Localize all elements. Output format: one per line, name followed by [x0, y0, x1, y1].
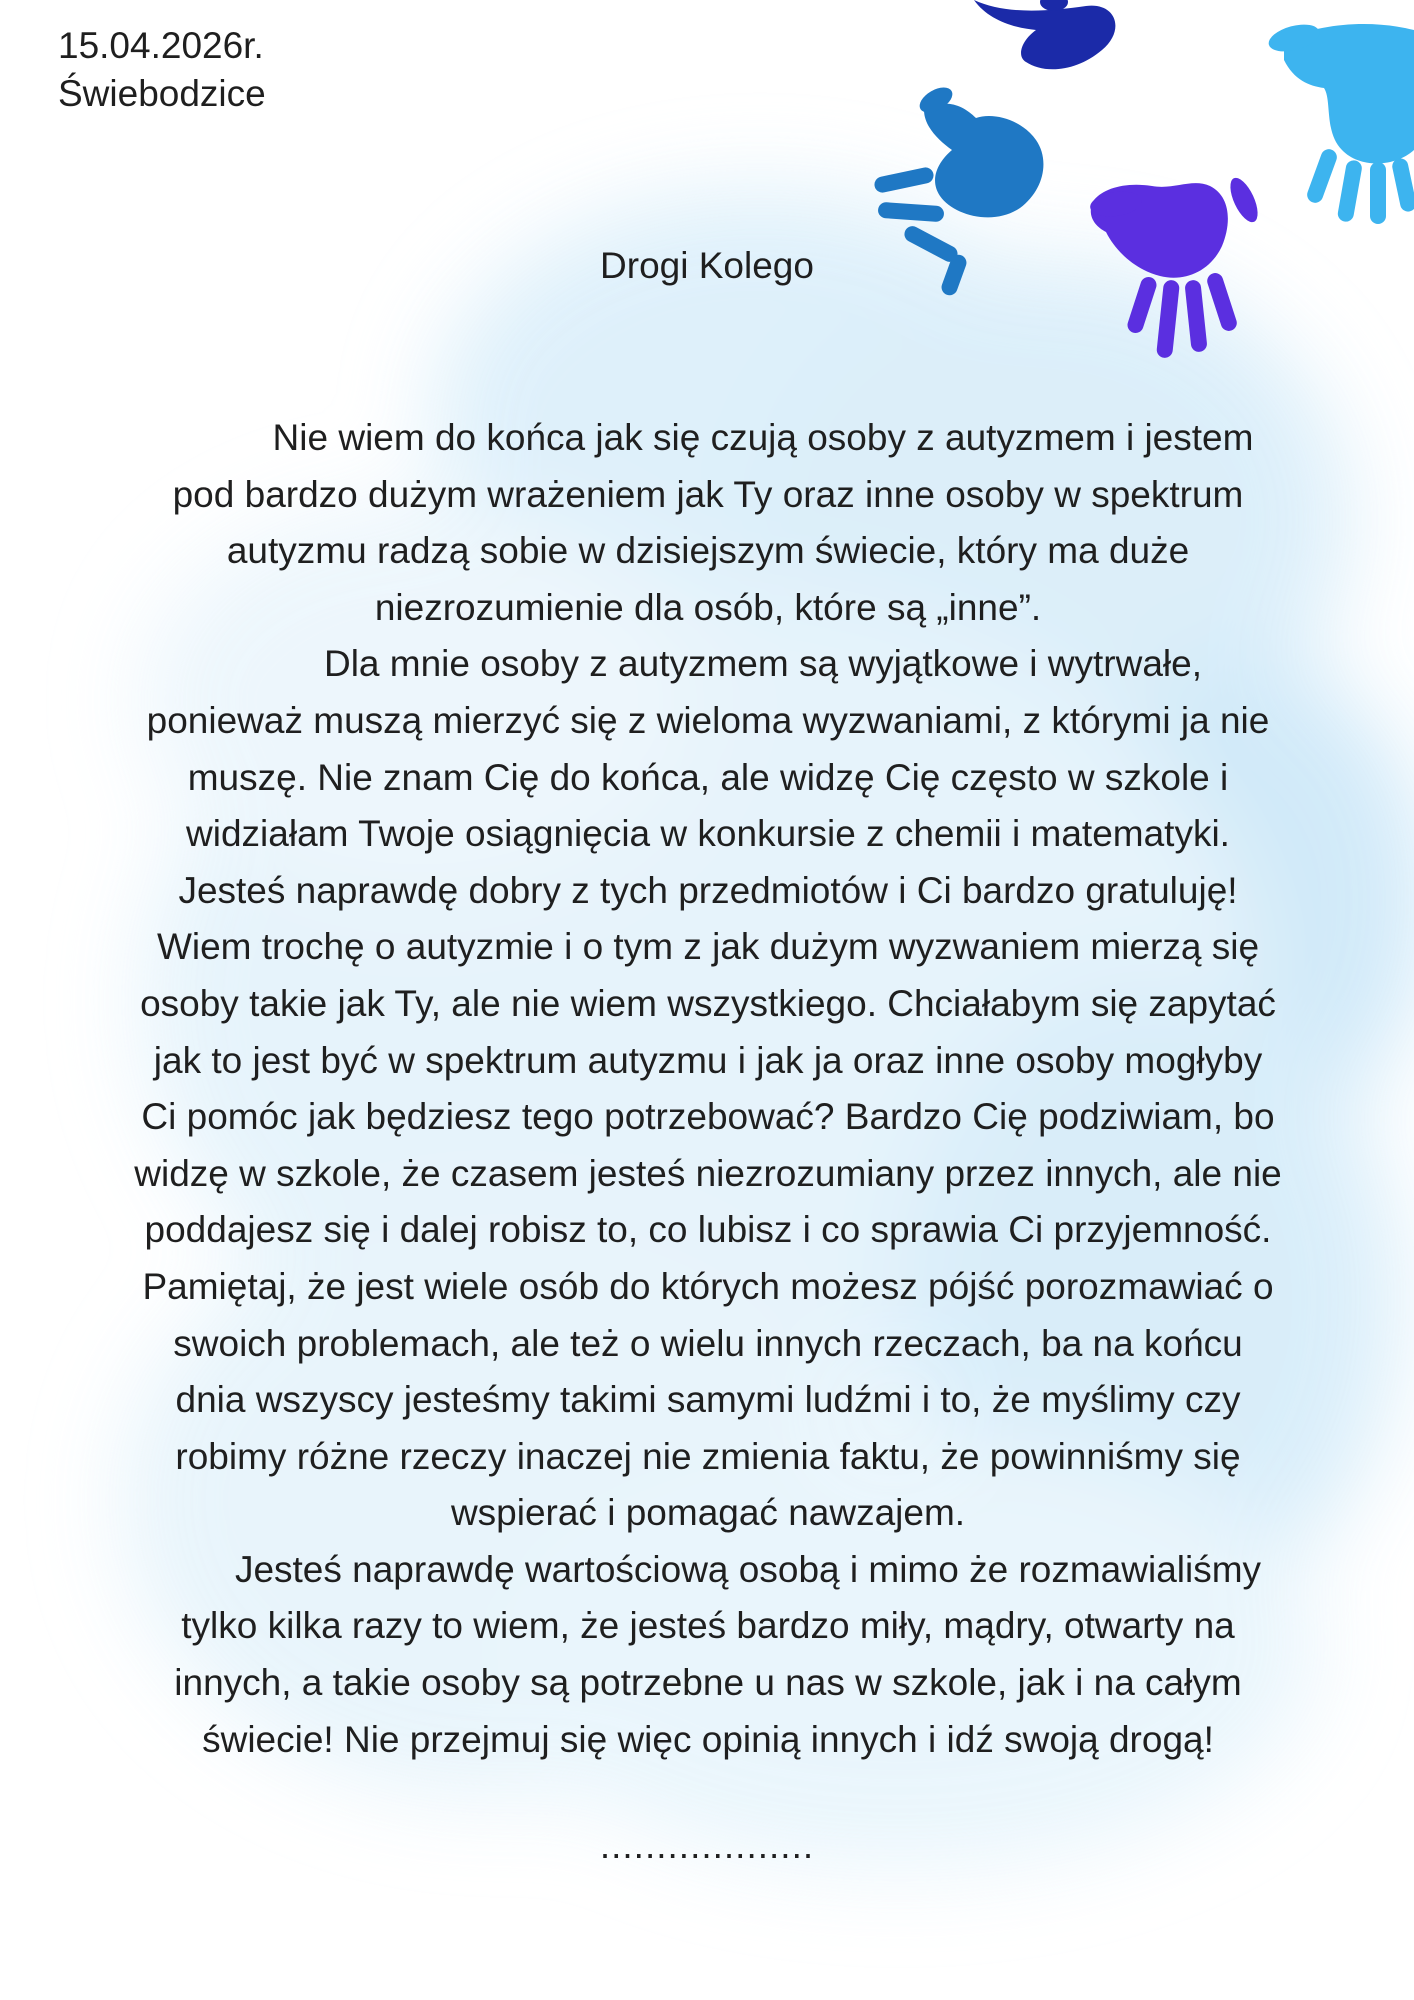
paragraph-2-line: dnia wszyscy jesteśmy takimi samymi ludźmi i to, że myślimy czy	[175, 1379, 1241, 1421]
letter-place: Świebodzice	[58, 73, 266, 115]
paragraph-3-line: tylko kilka razy to wiem, że jesteś bardzo miły, mądry, otwarty na	[181, 1605, 1235, 1647]
paragraph-1-line: autyzmu radzą sobie w dzisiejszym świecie, który ma duże	[226, 530, 1190, 572]
paragraph-2-line: jak to jest być w spektrum autyzmu i jak ja oraz inne osoby mogłyby	[153, 1039, 1263, 1081]
paragraph-2-line: osoby takie jak Ty, ale nie wiem wszystkiego. Chciałabym się zapytać	[140, 982, 1276, 1024]
paragraph-2-line: Jesteś naprawdę dobry z tych przedmiotów i Ci bardzo gratuluję!	[178, 869, 1238, 911]
greeting: Drogi Kolego	[600, 245, 814, 286]
paragraph-2-line: poddajesz się i dalej robisz to, co lubisz i co sprawia Ci przyjemność.	[144, 1209, 1272, 1251]
letter-date: 15.04.2026r.	[58, 25, 264, 66]
paragraph-2-line: widziałam Twoje osiągnięcia w konkursie z chemii i matematyki.	[186, 813, 1230, 855]
paragraph-3-line: Jesteś naprawdę wartościową osobą i mimo że rozmawialiśmy	[234, 1548, 1262, 1590]
paragraph-1-line: Nie wiem do końca jak się czują osoby z autyzmem i jestem	[272, 417, 1254, 458]
sky-handprint-icon	[1266, 20, 1414, 224]
paragraph-2-line: robimy różne rzeczy inaczej nie zmienia faktu, że powinniśmy się	[175, 1435, 1241, 1477]
paragraph-2-line: Pamiętaj, że jest wiele osób do których możesz pójść porozmawiać o	[142, 1265, 1274, 1307]
paragraph-2-line: muszę. Nie znam Cię do końca, ale widzę Cię często w szkole i	[187, 756, 1229, 798]
paragraph-2-line: widzę w szkole, że czasem jesteś niezrozumiany przez innych, ale nie	[134, 1152, 1282, 1194]
paragraph-2-line: ponieważ muszą mierzyć się z wieloma wyzwaniami, z którymi ja nie	[146, 699, 1270, 741]
paragraph-2-line: swoich problemach, ale też o wielu innych rzeczach, ba na końcu	[173, 1322, 1243, 1364]
paragraph-1-line: niezrozumienie dla osób, które są „inne”.	[374, 586, 1042, 628]
paragraph-2-line: Dla mnie osoby z autyzmem są wyjątkowe i wytrwałe,	[323, 643, 1202, 685]
navy-handprint-icon	[974, 0, 1115, 69]
letter-body	[58, 410, 1358, 1768]
paragraph-3-line: świecie! Nie przejmuj się więc opinią innych i idź swoją drogą!	[202, 1718, 1214, 1760]
paragraph-1-line: pod bardzo dużym wrażeniem jak Ty oraz inne osoby w spektrum	[172, 473, 1244, 515]
paragraph-2-line: wspierać i pomagać nawzajem.	[450, 1492, 966, 1534]
paragraph-2-line: Ci pomóc jak będziesz tego potrzebować? Bardzo Cię podziwiam, bo	[141, 1096, 1275, 1138]
paragraph-2-line: Wiem trochę o autyzmie i o tym z jak dużym wyzwaniem mierzą się	[156, 926, 1260, 968]
handprints-decoration	[854, 0, 1414, 380]
letter-header	[58, 22, 266, 118]
paragraph-3-line: innych, a takie osoby są potrzebne u nas w szkole, jak i na całym	[174, 1662, 1242, 1704]
signature-line: ...................	[599, 1825, 815, 1866]
